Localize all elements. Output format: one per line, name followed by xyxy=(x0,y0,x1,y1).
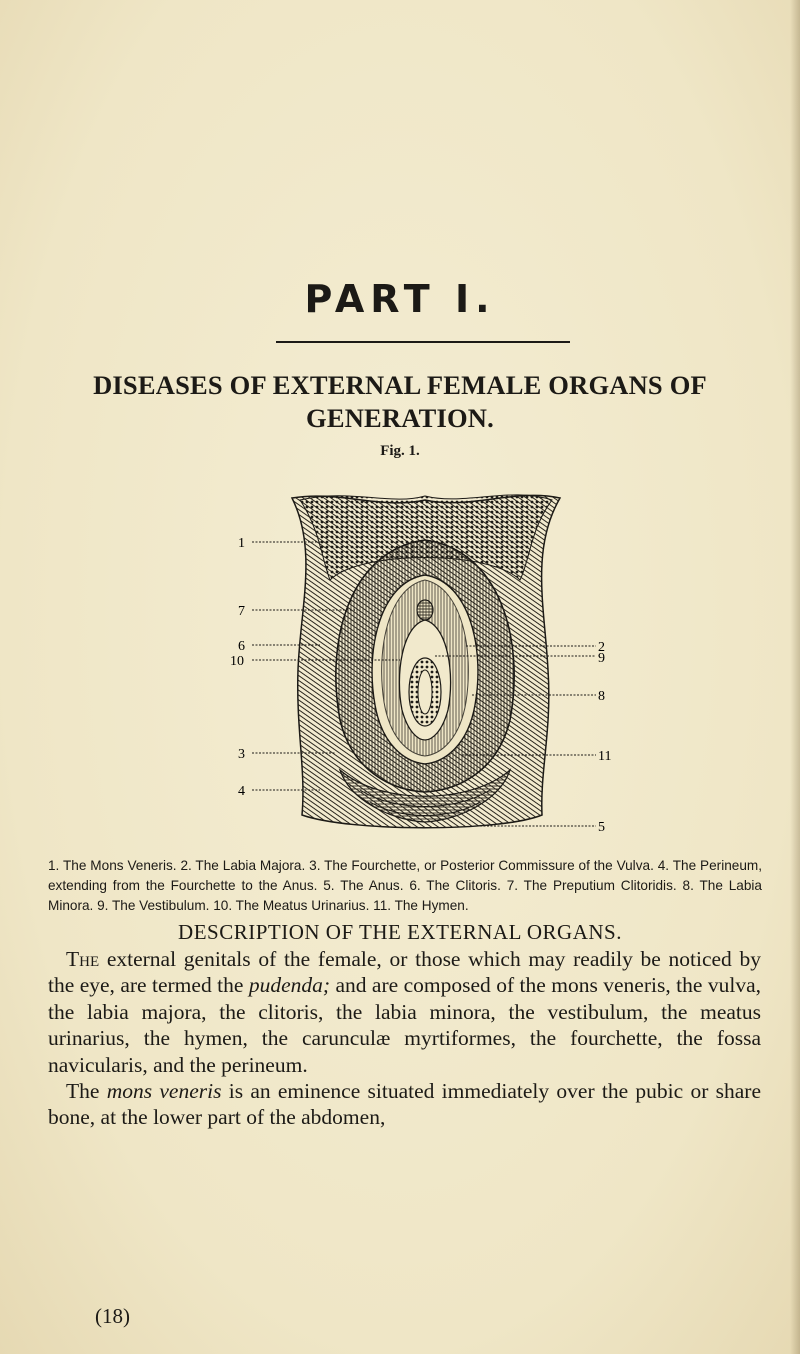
paragraph-1-lead: The xyxy=(66,947,100,971)
callout-3: 3 xyxy=(238,747,245,762)
paragraph-2-text: is an eminence situated immediately over the pubic or share bone, at the lower part of the abdomen, xyxy=(48,1079,761,1130)
section-title: DESCRIPTION OF THE EXTERNAL ORGANS. xyxy=(178,920,622,944)
paragraph-2-italic: mons veneris xyxy=(106,1079,222,1104)
callout-10: 10 xyxy=(230,654,244,669)
body-text xyxy=(48,946,761,1131)
page-number: (18) xyxy=(95,1304,130,1328)
part-title: PART I. xyxy=(304,277,496,321)
paragraph-2 xyxy=(48,1078,761,1131)
callout-5: 5 xyxy=(598,820,605,835)
page-edge-shadow xyxy=(790,0,800,1354)
callout-4: 4 xyxy=(238,784,245,799)
paragraph-1-text-b: and are composed of the mons veneris, the vulva, the labia majora, the clitoris, the labia minora, the vestibulum, the meatus urinarius, the hymen, the carunculæ myrtiformes, the fourchette, the fossa navicularis, and the perineum. xyxy=(48,973,761,1077)
figure-caption xyxy=(48,856,762,916)
callout-9: 9 xyxy=(598,651,605,666)
callout-1: 1 xyxy=(238,536,245,551)
title-divider xyxy=(276,341,570,343)
callout-8: 8 xyxy=(598,689,605,704)
callout-6: 6 xyxy=(238,639,245,654)
paragraph-1-text-a: external genitals of the female, or those which may readily be noticed by the eye, are termed the xyxy=(48,947,761,998)
paragraph-1-italic: pudenda; xyxy=(248,973,331,998)
anatomical-illustration xyxy=(230,470,620,850)
caption-text: 1. The Mons Veneris. 2. The Labia Majora. 3. The Fourchette, or Posterior Commissure of the Vulva. 4. The Perineum, extending from the Fourchette to the Anus. 5. The Anus. 6. The Clitoris. 7. The Preputium Clitoridis. 8. The Labia Minora. 9. The Vestibulum. 10. The Meatus Urinarius. 11. The Hymen. xyxy=(48,858,762,913)
paragraph-1 xyxy=(48,946,761,1078)
callout-2: 2 xyxy=(598,640,605,655)
figure-label: Fig. 1. xyxy=(380,443,420,459)
paragraph-2-lead: The xyxy=(66,1079,107,1104)
clitoris xyxy=(417,600,433,620)
callout-11: 11 xyxy=(598,749,612,764)
chapter-title: DISEASES OF EXTERNAL FEMALE ORGANS OF GENERATION. xyxy=(93,370,707,433)
callout-7: 7 xyxy=(238,604,245,619)
